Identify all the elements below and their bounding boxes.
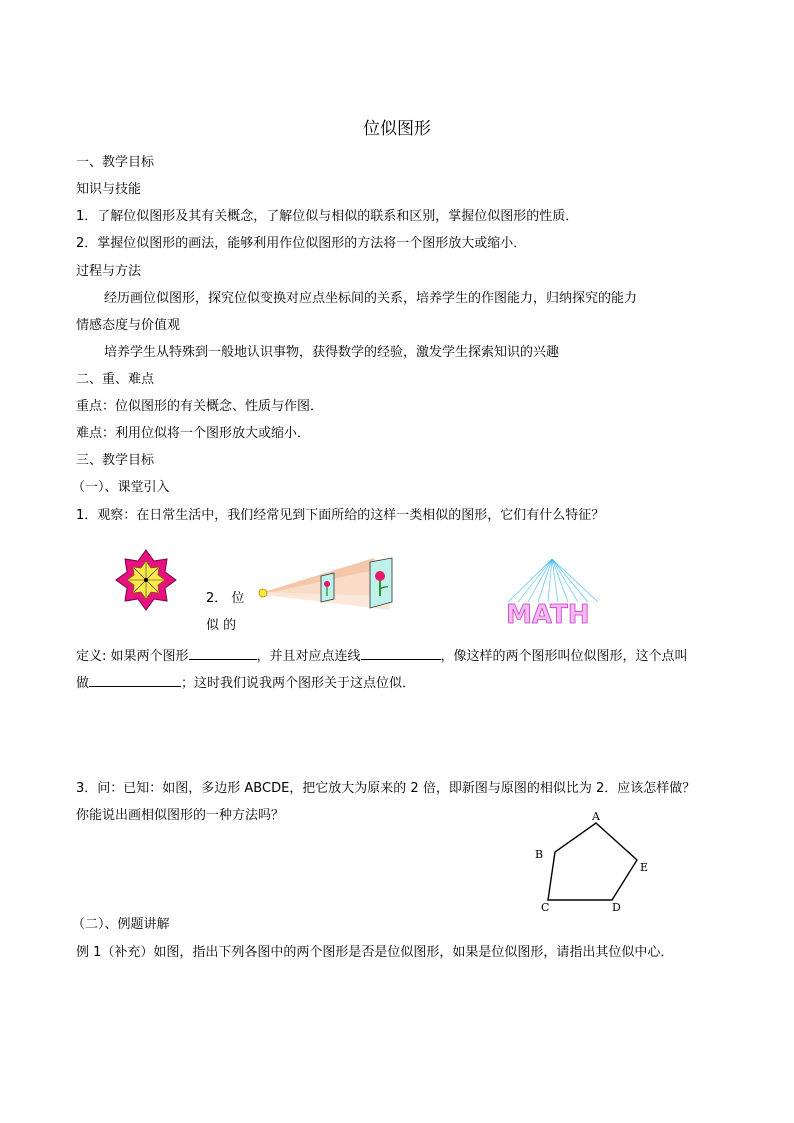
blank-2[interactable]: [361, 645, 441, 660]
vertex-c-label: C: [541, 901, 550, 914]
math-word: MATH: [506, 600, 590, 627]
part-heading-examples: （二）、例题讲解: [72, 917, 170, 932]
vertex-b-label: B: [535, 848, 544, 861]
blank-1[interactable]: [189, 645, 257, 660]
question-3-line-2: 你能说出画相似图形的一种方法吗？: [76, 808, 285, 823]
question-3-line-1: 3．问：已知：如图，多边形 ABCDE，把它放大为原来的 2 倍，即新图与原图的相似比为 2．应该怎样做？: [76, 781, 696, 796]
question-1: 1．观察：在日常生活中，我们经常见到下面所给的这样一类相似的图形，它们有什么特征？: [76, 508, 605, 523]
emotion-text: 培养学生从特殊到一般地认识事物，获得数学的经验，激发学生探索知识的兴趣: [104, 345, 560, 360]
blank-3[interactable]: [89, 672, 181, 687]
definition-line-1: [76, 645, 688, 666]
knowledge-item-2: 2．掌握位似图形的画法，能够利用作位似图形的方法将一个图形放大或缩小．: [76, 236, 527, 251]
process-text: 经历画位似图形，探究位似变换对应点坐标间的关系，培养学生的作图能力，归纳探究的能力: [104, 291, 638, 306]
definition-text-a: 定义: 如果两个图形: [76, 649, 189, 664]
definition-text-b: ，并且对应点连线: [256, 649, 361, 664]
definition-text-c: ，像这样的两个图形叫位似图形，这个点叫: [440, 649, 688, 664]
page-title: 位似图形: [363, 119, 431, 139]
figure-label-line-1: 2． 位: [206, 591, 245, 606]
key-point: 重点：位似图形的有关概念、性质与作图．: [76, 399, 324, 414]
knowledge-item-1: 1．了解位似图形及其有关概念，了解位似与相似的联系和区别，掌握位似图形的性质．: [76, 209, 579, 224]
difficult-point: 难点：利用位似将一个图形放大或缩小．: [76, 426, 311, 441]
definition-text-d: 做: [76, 676, 90, 691]
definition-line-2: [76, 672, 415, 693]
math-perspective-figure: [500, 557, 610, 627]
vertex-e-label: E: [640, 861, 649, 874]
subheading-emotion: 情感态度与价值观: [76, 318, 181, 333]
subheading-process: 过程与方法: [76, 264, 142, 279]
vertex-a-label: A: [592, 810, 600, 823]
section-heading-teaching: 三、教学目标: [76, 453, 155, 468]
part-heading-intro: （一）、课堂引入: [72, 480, 170, 495]
section-heading-keypoints: 二、重、难点: [76, 372, 155, 387]
vertex-d-label: D: [612, 901, 621, 914]
star-flower-figure: [114, 548, 178, 612]
definition-text-e: ；这时我们说我两个图形关于这点位似．: [181, 676, 416, 691]
figure-label-line-2: 似 的: [206, 618, 237, 633]
projector-figure: [254, 556, 404, 612]
pentagon-abcde-figure: [528, 808, 658, 918]
subheading-knowledge: 知识与技能: [76, 182, 142, 197]
section-heading-goals: 一、教学目标: [76, 155, 155, 170]
example-1: 例 1（补充）如图，指出下列各图中的两个图形是否是位似图形，如果是位似图形，请指出其位似中心．: [76, 945, 674, 960]
